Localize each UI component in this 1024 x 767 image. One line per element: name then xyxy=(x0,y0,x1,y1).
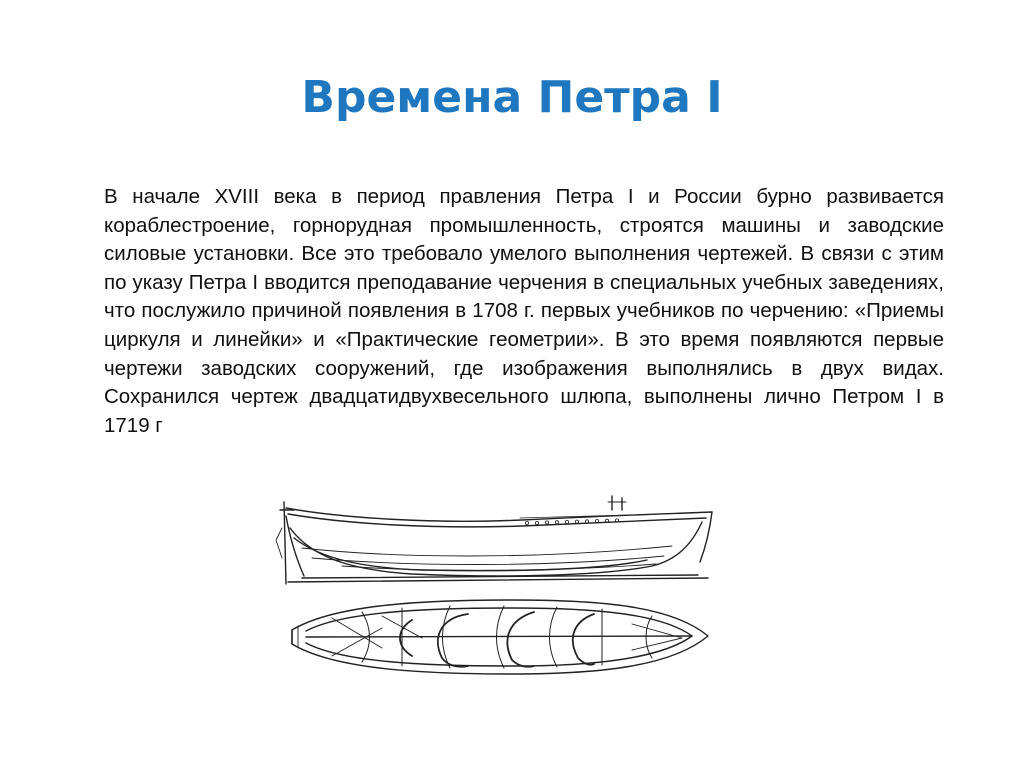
ship-drawing-icon xyxy=(272,488,722,708)
ship-drawing xyxy=(272,488,722,708)
body-paragraph: В начале XVIII века в период правления Петра I и России бурно развивается кораблестроение, горнорудная промышленность, строятся машины и заводские силовые установки. Все это требовало умелого выполнения чертежей. В связи с этим по указу Петра I вводится преподавание черчения в специальных учебных заведениях, что послужило причиной появления в 1708 г. первых учебников по черчению: «Приемы циркуля и линейки» и «Практические геометрии». В это время появляются первые чертежи заводских сооружений, где изображения выполнялись в двух видах. Сохранился чертеж двадцатидвухвесельного шлюпа, выполнены лично Петром I в 1719 г xyxy=(104,185,944,437)
page-title: Времена Петра I xyxy=(301,72,723,123)
